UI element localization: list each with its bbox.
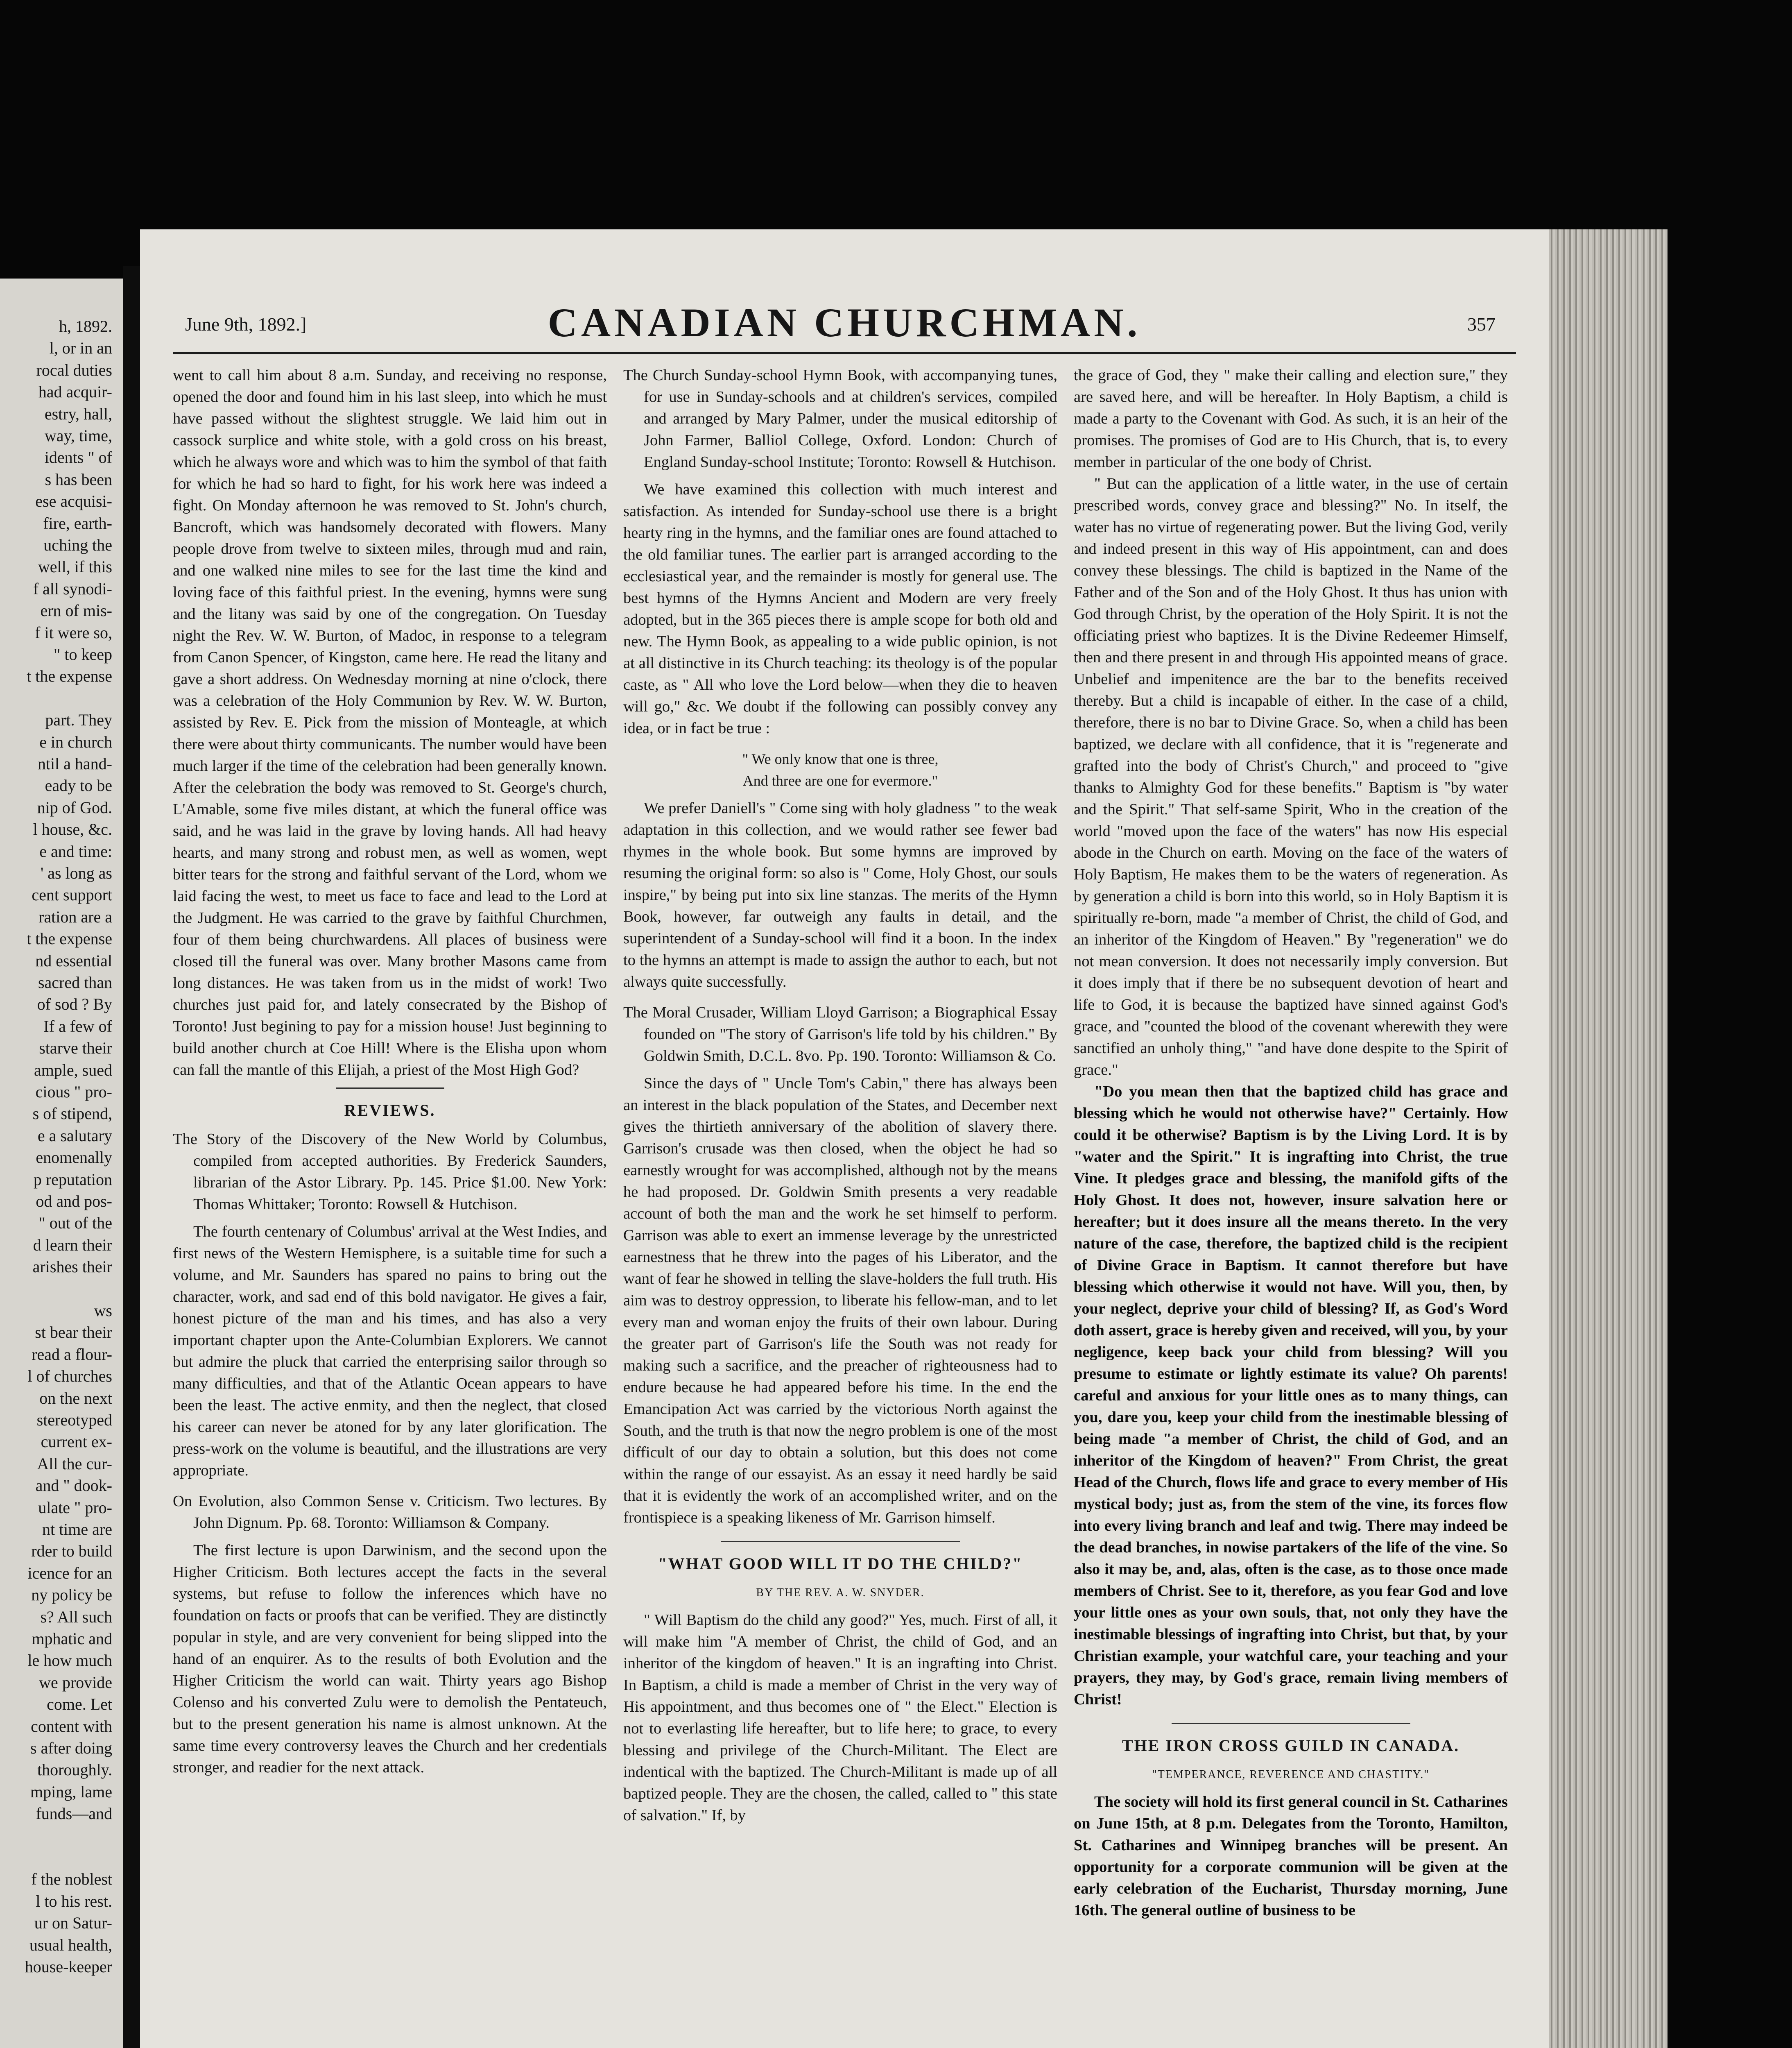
adjacent-page-line: ntil a hand- (37, 754, 112, 773)
hymn-quote-line-2: And three are one for evermore." (742, 773, 938, 789)
divider (721, 1541, 960, 1542)
article-byline: BY THE REV. A. W. SNYDER. (756, 1586, 925, 1599)
adjacent-page-line: idents " of (44, 448, 112, 467)
column-3 (1074, 365, 1508, 1921)
adjacent-page-line: ample, sued (34, 1060, 112, 1079)
review-body-columbus: The fourth centenary of Columbus' arrival at the West Indies, and first news of the Western Hemisphere, is a suitable time for such a volume, and Mr. Saunders has spared no pains to bring out the character, work, and sad end of this bold navigator. He gives a fair, honest picture of the man and his times, and has also a very important chapter upon the Ante-Columbian Explorers. We cannot but admire the pluck that carried the enterprising sailor through so many difficulties, and that of the Atlantic Ocean appears to have been the least. The active enmity, and then the neglect, that closed his career can never be atoned for by any later glorification. The press-work on the volume is beautiful, and the illustrations are very appropriate. (173, 1223, 607, 1479)
adjacent-page-line: icence for an (27, 1563, 112, 1582)
adjacent-page-line: ' as long as (41, 864, 112, 882)
adjacent-page-line: " out of the (38, 1214, 112, 1232)
adjacent-page-line: e in church (39, 732, 112, 751)
adjacent-page-line: ulate " pro- (38, 1498, 112, 1517)
review-body-hymn-book-2: We prefer Daniell's " Come sing with holy gladness " to the weak adaptation in this collection, and we would rather see fewer bad rhymes in the whole book. But some hymns are improved by resuming the original form: so also is " Come, Holy Ghost, our souls inspire," by being put into six line stanzas. The merits of the Hymn Book, however, far outweigh any faults in detail, and the superintendent of a Sunday-school will find it a boon. In the index to the hymns an attempt is made to assign the author to each, but not always quite successfully. (623, 800, 1057, 990)
book-gutter (123, 266, 140, 2048)
adjacent-page-line: nt time are (42, 1520, 112, 1538)
adjacent-page-line: eady to be (45, 776, 112, 795)
adjacent-page-line: ws (94, 1301, 112, 1320)
adjacent-page-line: e and time: (39, 842, 112, 861)
adjacent-page-line: stereotyped (36, 1411, 112, 1429)
newspaper-page (140, 229, 1549, 2048)
article-heading: "WHAT GOOD WILL IT DO THE CHILD?" (658, 1554, 1023, 1573)
adjacent-page-line: t the expense (27, 667, 112, 686)
adjacent-page-line: e a salutary (37, 1126, 112, 1145)
adjacent-page-line: s? All such (40, 1607, 112, 1626)
column-1 (173, 365, 607, 1778)
hymn-quote-line-1: " We only know that one is three, (742, 751, 939, 767)
adjacent-page-line: t the expense (27, 929, 112, 948)
adjacent-page-line: cious " pro- (35, 1083, 112, 1101)
adjacent-page-line: f the noblest (31, 1870, 112, 1889)
article-continued-1: the grace of God, they " make their calling and election sure," they are saved here, and will be hereafter. In Holy Baptism, a child is made a party to the Covenant with God. As such, it is an heir of the promises. The promises of God are to His Church, that is, to every member in particular of the one body of Christ. (1074, 367, 1508, 471)
review-notice-garrison: The Moral Crusader, William Lloyd Garrison; a Biographical Essay founded on "The story of Garrison's life told by his children." By Goldwin Smith, D.C.L. 8vo. Pp. 190. Toronto: Williamson & Co. (623, 1004, 1057, 1065)
adjacent-page-line: had acquir- (38, 383, 112, 401)
article-continued-2: " But can the application of a little water, in the use of certain prescribed words, convey grace and blessing?" No. In itself, the water has no virtue of regenerating power. But the living God, verily and indeed present in this way of His appointment, can and does convey these blessings. The child is baptized in the Name of the Father and of the Son and of the Holy Ghost. It thus has union with God through Christ, by the operation of the Holy Spirit. It is not the officiating priest who baptizes. It is the Divine Redeemer Himself, then and there present in and through His appointed means of grace. Unbelief and impenitence are the bar to the benefits received thereby. But a child is incapable of either. In the case of a child, therefore, there is no bar to Divine Grace. So, when a child has been baptized, we declare with all confidence, that it is "regenerate and grafted into the body of Christ's Church," and proceed to "give thanks to Almighty God for these benefits." Baptism is "by water and the Spirit." That self-same Spirit, Who in the creation of the world "moved upon the face of the waters" has now His especial abode in the Church on earth. Moving on the face of the waters of Holy Baptism, He makes them to be the waters of regeneration. As by generation a child is born into this world, so in Holy Baptism it is spiritually re-born, made "a member of Christ, the child of God, and an inheritor of the Kingdom of Heaven." By "regeneration" we do not mean conversion. It does not necessarily imply conversion. But it does imply that if there be no subsequent devotion of heart and life to God, it is because the baptized have sinned against God's grace, and "counted the blood of the covenant wherewith they were sanctified an unholy thing," "and have done despite to the Spirit of grace." (1074, 475, 1508, 1078)
review-notice-columbus: The Story of the Discovery of the New World by Columbus, compiled from accepted authorities. By Frederick Saunders, librarian of the Astor Library. Pp. 145. Price $1.00. New York: Thomas Whittaker; Toronto: Rowsell & Hutchison. (173, 1130, 607, 1213)
adjacent-page-line: h, 1892. (59, 317, 112, 335)
adjacent-page-line: come. Let (47, 1695, 112, 1714)
adjacent-page-line: sacred than (38, 973, 112, 992)
adjacent-page-line: estry, hall, (44, 404, 112, 423)
adjacent-page-line: rocal duties (36, 360, 112, 379)
review-notice-hymn-book: The Church Sunday-school Hymn Book, with accompanying tunes, for use in Sunday-schools and at children's services, compiled and arranged by Mary Palmer, under the musical editorship of John Farmer, Balliol College, Oxford. London: Church of England Sunday-school Institute; Toronto: Rowsell & Hutchison. (623, 367, 1057, 471)
masthead-title: CANADIAN CHURCHMAN. (548, 300, 1141, 345)
guild-notice: The society will hold its first general council in St. Catharines on June 15th, at 8 p.m. Delegates from the Toronto, Hamilton, St. Catharines and Winnipeg branches will be present. An opportunity for a corporate communion will be given at the early celebration of the Eucharist, Thursday morning, June 16th. The general outline of business to be (1074, 1793, 1508, 1919)
adjacent-page-line: funds—and (36, 1804, 112, 1823)
adjacent-page-line: starve their (39, 1039, 112, 1058)
adjacent-page-line: l of churches (27, 1367, 112, 1386)
page-number: 357 (1467, 314, 1496, 335)
page-edges (1549, 229, 1668, 2048)
adjacent-page-line: l, or in an (49, 339, 112, 358)
adjacent-page-line: mping, lame (30, 1782, 112, 1801)
adjacent-page-line: uching the (43, 536, 112, 554)
adjacent-page-line: d learn their (33, 1235, 112, 1254)
adjacent-page-line: house-keeper (25, 1957, 112, 1976)
adjacent-page-line: on the next (39, 1389, 112, 1407)
adjacent-page-line: f all synodi- (33, 579, 112, 598)
adjacent-page-line: " to keep (54, 645, 112, 664)
review-notice-evolution: On Evolution, also Common Sense v. Criticism. Two lectures. By John Dignum. Pp. 68. Toronto: Williamson & Company. (173, 1493, 607, 1531)
adjacent-page-line: mphatic and (32, 1629, 112, 1648)
adjacent-page-line: arishes their (32, 1257, 112, 1276)
adjacent-page-line: and " dook- (35, 1476, 112, 1495)
review-body-hymn-book-1: We have examined this collection with much interest and satisfaction. As intended for Sunday-school use there is a bright hearty ring in the hymns, and the familiar ones are found attached to the old familiar tunes. The earlier part is arranged according to the ecclesiastical year, and the remainder is mostly for general use. The best hymns of the Hymns Ancient and Modern are very freely adopted, but in the 365 pieces there is ample scope for both old and new. The Hymn Book, as appealing to a wide public opinion, is not at all distinctive in its Church teaching: its theology is of the popular caste, as " All who love the Lord below—when they die to heaven will go," &c. We doubt if the following can possibly convey any idea, or in fact be true : (623, 481, 1057, 737)
adjacent-page-line: s after doing (30, 1739, 112, 1757)
adjacent-page-line: well, if this (38, 557, 112, 576)
adjacent-page-line: ny policy be (31, 1586, 112, 1604)
adjacent-page-line: cent support (32, 886, 112, 904)
adjacent-page-line: usual health, (29, 1935, 112, 1954)
guild-motto: "TEMPERANCE, REVERENCE AND CHASTITY." (1152, 1768, 1430, 1781)
adjacent-page-strip (0, 279, 123, 2048)
adjacent-page-line: rder to build (31, 1542, 112, 1561)
divider (336, 1087, 444, 1089)
adjacent-page-line: l house, &c. (33, 820, 112, 839)
adjacent-page-line: If a few of (43, 1017, 112, 1035)
adjacent-page-line: content with (31, 1717, 112, 1735)
adjacent-page-line: le how much (27, 1651, 112, 1670)
adjacent-page-line: nip of God. (37, 798, 112, 817)
adjacent-page-line: of sod ? By (37, 995, 112, 1014)
adjacent-page-line: nd essential (35, 951, 112, 970)
adjacent-page-line: st bear their (35, 1323, 112, 1342)
adjacent-page-line: way, time, (44, 426, 112, 445)
obituary-text: went to call him about 8 a.m. Sunday, and receiving no response, opened the door and found him in his last sleep, into which he must have passed without the slightest struggle. We laid him out in cassock surplice and white stole, with a gold cross on his breast, which he always wore and which was to him the symbol of that faith for which he had so hard to fight, for his work here was indeed a fight. On Monday afternoon he was removed to St. John's church, Bancroft, which was handsomely decorated with flowers. Many people drove from twelve to sixteen miles, through mud and rain, and one walked nine miles to see for the last time the kind and loving face of this faithful priest. In the evening, hymns were sung and the litany was said by one of the congregation. On Tuesday night the Rev. W. W. Burton, of Madoc, in response to a telegram from Canon Spencer, of Kingston, came here. He read the litany and gave a short address. On Wednesday morning at nine o'clock, there was a celebration of the Holy Communion by Rev. W. W. Burton, assisted by Rev. E. Pick from the mission of Monteagle, at which there were about thirty communicants. The number would have been much larger if the time of the celebration had been generally known. After the celebration the body was removed to St. George's church, L'Amable, some five miles distant, at which the funeral office was said, and he was laid in the grave by loving hands. All had heavy hearts, and many strong and robust men, as well as women, wept bitter tears for the strong and faithful servant of the Lord, whom we laid facing the west, to meet us face to face and lead to the Lord at the Judgment. He was carried to the grave by faithful Churchmen, four of them being churchwardens. All places of business were closed till the funeral was over. Many brother Masons came from long distances. He was taken from us in the midst of work! Two churches just paid for, and lately consecrated by the Bishop of Toronto! Just begining to pay for a mission house! Just beginning to build another church at Coe Hill! Where is the Elisha upon whom can fall the mantle of this Elijah, a priest of the Most High God? (173, 367, 607, 1078)
adjacent-page-line: s of stipend, (32, 1104, 112, 1123)
issue-date: June 9th, 1892.] (185, 314, 307, 335)
guild-heading: THE IRON CROSS GUILD IN CANADA. (1122, 1736, 1460, 1755)
adjacent-page-line: ration are a (38, 907, 112, 926)
hymn-quote (623, 748, 1057, 792)
adjacent-page-line: fire, earth- (43, 514, 112, 532)
adjacent-page-line: read a flour- (32, 1345, 112, 1364)
adjacent-page-line: current ex- (41, 1432, 112, 1451)
adjacent-page-line: enomenally (36, 1148, 112, 1167)
column-2 (623, 365, 1057, 1826)
adjacent-page-line: ern of mis- (40, 601, 112, 620)
article-continued-3: "Do you mean then that the baptized child has grace and blessing which he would not otherwise have?" Certainly. How could it be otherwise? Baptism is by the Living Lord. It is by "water and the Spirit." It is ingrafting into Christ, the true Vine. It pledges grace and blessing, the manifold gifts of the Holy Ghost. It does not, however, insure salvation here or hereafter; but it does insure all the means thereto. In the very nature of the case, therefore, the baptized child is the recipient of Divine Grace in Baptism. It cannot therefore but have blessing which otherwise it would not have. Will you, then, by your neglect, deprive your child of blessing? If, as God's Word doth assert, grace is hereby given and received, will you, by your negligence, keep back your child from blessing? Will you presume to estimate or lightly estimate its value? Oh parents! careful and anxious for your little ones as to many things, can you, dare you, keep your child from the inestimable blessing of being made "a member of Christ, the child of God, and an inheritor of the Kingdom of heaven?" From Christ, the great Head of the Church, flows life and grace to every member of His mystical body; just as, from the stem of the vine, its forces flow into every living branch and leaf and twig. There may indeed be the dead branches, in nowise partakers of the life of the vine. So also it may be, and, alas, often is the case, as to those once made members of Christ. See to it, therefore, as you fear God and love your little ones as your own souls, that, not only they have the inestimable blessings of ingrafting into Christ, but that, by your Christian example, your watchful care, your teaching and your prayers, they may, by God's grace, remain living members of Christ! (1074, 1083, 1508, 1708)
article-body-start: " Will Baptism do the child any good?" Yes, much. First of all, it will make him "A member of Christ, the child of God, and an inheritor of the kingdom of heaven." It is an ingrafting into Christ. In Baptism, a child is made a member of Christ in the very way of His appointment, and thus becomes one of " the Elect." Election is not to everlasting life hereafter, but to life here; to grace, to every blessing and privilege of the Church-Militant. The Elect are indentical with the baptized. The Church-Militant is made up of all baptized people. They are the chosen, the called, called to " this state of salvation." If, by (623, 1611, 1057, 1824)
adjacent-page-line: thoroughly. (37, 1760, 112, 1779)
adjacent-page-line: ese acquisi- (35, 492, 112, 511)
review-body-evolution: The first lecture is upon Darwinism, and the second upon the Higher Criticism. Both lectures accept the facts in the several systems, but refuse to follow the inferences which have no foundation on facts or proofs that can be verified. They are distinctly popular in style, and are very convenient for being slipped into the hand of an enquirer. As to the results of both Evolution and the Higher Criticism the world can wait. Thirty years ago Bishop Colenso and his converted Zulu were to demolish the Pentateuch, but to the present generation his name is almost unknown. At the same time every controversy leaves the Church and her credentials stronger, and readier for the next attack. (173, 1542, 607, 1776)
adjacent-page-line: od and pos- (36, 1192, 112, 1210)
adjacent-page-line: part. They (45, 711, 112, 729)
adjacent-page-line: l to his rest. (36, 1892, 112, 1910)
adjacent-page-line: p reputation (33, 1170, 112, 1189)
adjacent-page-line: All the cur- (37, 1454, 112, 1473)
adjacent-page-line: ur on Satur- (34, 1914, 112, 1932)
adjacent-page-line: we provide (39, 1673, 112, 1692)
review-body-garrison: Since the days of " Uncle Tom's Cabin," there has always been an interest in the black population of the States, and December next gives the thirtieth anniversary of the abolition of slavery there. Garrison's crusade was then closed, when the object he had so earnestly wrought for was accomplished, although not by the means he had proposed. Dr. Goldwin Smith presents a very readable account of both the man and the work he set himself to perform. Garrison was able to exert an immense leverage by the unrestricted earnestness that he threw into the pages of his Liberator, and the want of fear he showed in telling the slave-holders the full truth. His aim was to destroy oppression, to liberate his fellow-man, and to let every man and woman enjoy the fruits of their own labour. During the greater part of Garrison's life the South was not ready for making such a sacrifice, and the preacher of righteousness had to endure because he had appeared before his time. In the end the Emancipation Act was carried by the victorious North against the South, and the truth is that now the negro problem is one of the most difficult of our day to obtain a solution, but this does not come within the range of our essayist. As an essay it need hardly be said that it is evidently the work of an accomplished writer, and on the frontispiece is a speaking likeness of Mr. Garrison himself. (623, 1075, 1057, 1526)
adjacent-page-line: f it were so, (35, 623, 112, 642)
reviews-heading: REVIEWS. (344, 1101, 436, 1119)
adjacent-page-line: s has been (45, 470, 112, 489)
header-rule (173, 352, 1516, 354)
divider (1172, 1723, 1410, 1724)
